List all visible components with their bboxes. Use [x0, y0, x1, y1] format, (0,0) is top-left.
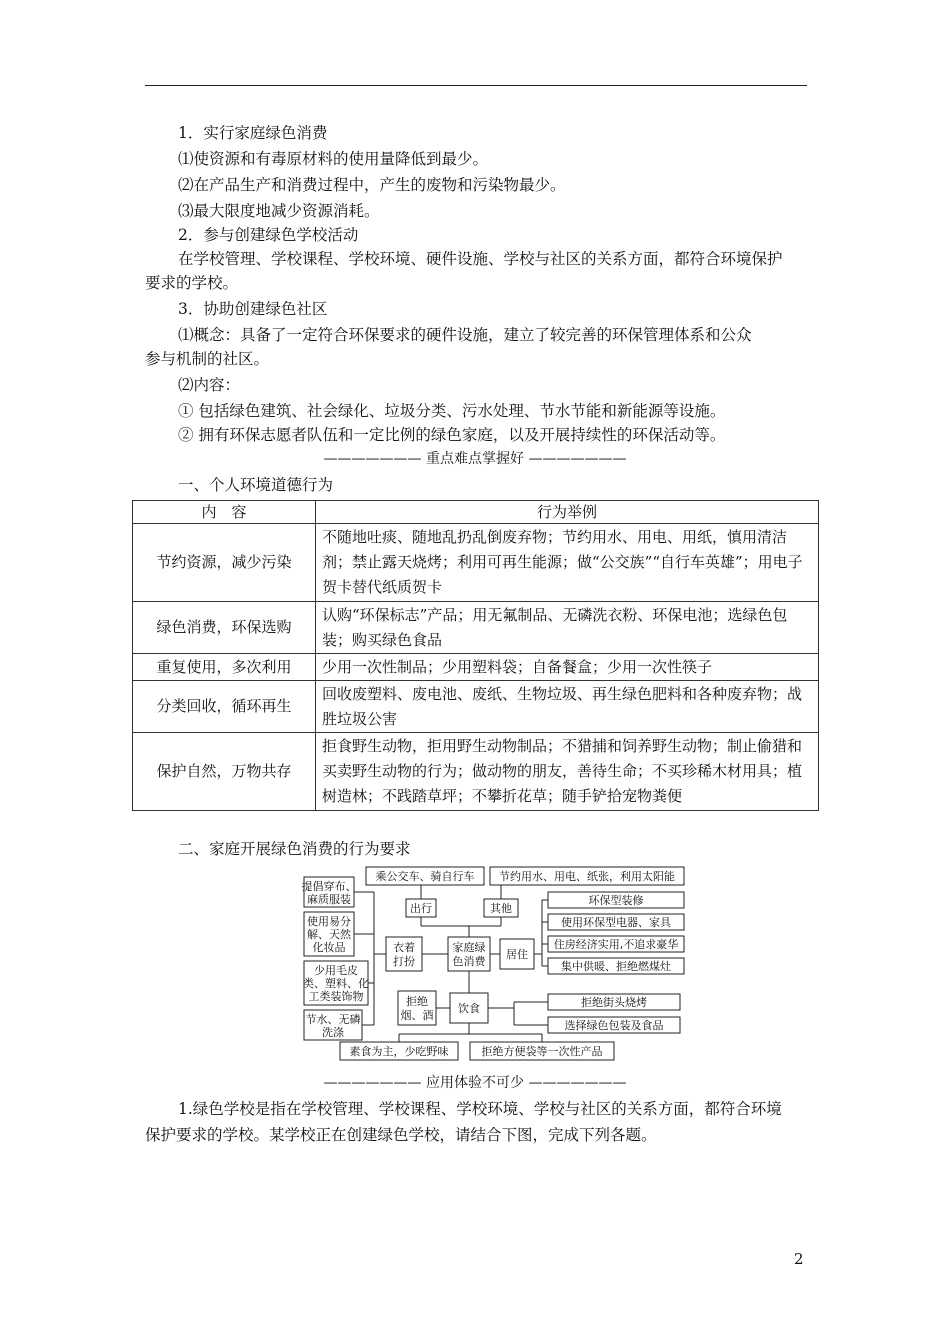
table-row — [133, 654, 819, 681]
text-dress-item-2b: 解、天然 — [307, 928, 351, 941]
text-other-detail: 节约用水、用电、纸张，利用太阳能 — [499, 870, 675, 883]
table-cell-example: 认购“环保标志”产品；用无氟制品、无磷洗衣粉、环保电池；选绿色包装；购买绿色食品 — [316, 602, 819, 654]
p1-item-3: ⑶最大限度地减少资源消耗。 — [178, 202, 380, 220]
table-cell-example: 少用一次性制品；少用塑料袋；自备餐盒；少用一次性筷子 — [316, 654, 819, 681]
table-row — [133, 733, 819, 811]
table-cell-content: 重复使用，多次利用 — [133, 654, 316, 681]
table-cell-content: 保护自然，万物共存 — [133, 733, 316, 811]
p1-title: 1．实行家庭绿色消费 — [178, 124, 328, 142]
table-heading: 一、个人环境道德行为 — [178, 476, 334, 494]
table-cell-example: 回收废塑料、废电池、废纸、生物垃圾、再生绿色肥料和各种废弃物；战胜垃圾公害 — [316, 681, 819, 733]
text-dress-item-2c: 化妆品 — [312, 941, 346, 954]
text-dress-item-2a: 使用易分 — [307, 915, 351, 928]
text-living: 居住 — [506, 948, 528, 961]
p3-content-label: ⑵内容： — [178, 376, 241, 394]
text-travel-detail: 乘公交车、骑自行车 — [375, 870, 475, 883]
p3-title: 3．协助创建绿色社区 — [178, 300, 328, 318]
behavior-table — [132, 500, 819, 811]
p3-concept-line2: 参与机制的社区。 — [145, 350, 270, 368]
p2-text-line2: 要求的学校。 — [145, 274, 239, 292]
text-dress-item-3b: 类、塑料、化 — [303, 977, 369, 990]
question-line2: 保护要求的学校。某学校正在创建绿色学校，请结合下图，完成下列各题。 — [145, 1126, 657, 1144]
text-living-item-1: 环保型装修 — [588, 894, 644, 907]
text-dress-item-1a: 提倡穿布、 — [301, 880, 357, 893]
text-other: 其他 — [490, 902, 512, 915]
text-food: 饮食 — [458, 1002, 480, 1015]
text-travel: 出行 — [410, 902, 432, 915]
separator-practice: ——————— 应用体验不可少 ——————— — [323, 1075, 627, 1091]
text-dress-item-1b: 麻质服装 — [307, 893, 351, 906]
text-living-item-4: 集中供暖、拒绝燃煤灶 — [561, 960, 671, 973]
table-cell-content: 分类回收，循环再生 — [133, 681, 316, 733]
question-line1: 1.绿色学校是指在学校管理、学校课程、学校环境、学校与社区的关系方面，都符合环境 — [178, 1100, 782, 1118]
text-center-1: 家庭绿 — [452, 941, 486, 954]
table-cell-example: 拒食野生动物，拒用野生动物制品；不猎捕和饲养野生动物；制止偷猎和买卖野生动物的行为；做动物的朋友，善待生命；不买珍稀木材用具；植树造林；不践踏草坪；不攀折花草；随手铲拾宠物粪便 — [316, 733, 819, 811]
text-food-item-1: 拒绝街头烧烤 — [581, 996, 647, 1009]
p1-item-1: ⑴使资源和有毒原材料的使用量降低到最少。 — [178, 150, 489, 168]
diagram-heading: 二、家庭开展绿色消费的行为要求 — [178, 840, 411, 858]
text-dress-item-4b: 洗涤 — [322, 1026, 344, 1039]
separator-key-points: ——————— 重点难点掌握好 ——————— — [323, 451, 627, 467]
table-header-row — [133, 501, 819, 524]
text-refuse-1: 拒绝 — [406, 995, 428, 1008]
text-dress-2: 打扮 — [393, 955, 415, 968]
text-center-2: 色消费 — [452, 955, 486, 968]
text-dress-1: 衣着 — [393, 941, 415, 954]
p2-text-line1: 在学校管理、学校课程、学校环境、硬件设施、学校与社区的关系方面，都符合环境保护 — [178, 250, 783, 268]
table-row — [133, 524, 819, 602]
p1-item-2: ⑵在产品生产和消费过程中，产生的废物和污染物最少。 — [178, 176, 566, 194]
table-header-example: 行为举例 — [316, 501, 819, 524]
text-living-item-2: 使用环保型电器、家具 — [561, 916, 671, 929]
page-number: 2 — [794, 1250, 804, 1268]
text-bottom-1: 素食为主，少吃野味 — [349, 1045, 449, 1058]
p3-content-item-1: ① 包括绿色建筑、社会绿化、垃圾分类、污水处理、节水节能和新能源等设施。 — [178, 402, 726, 420]
table-header-content: 内 容 — [133, 501, 316, 524]
table-cell-content: 节约资源，减少污染 — [133, 524, 316, 602]
text-refuse-2: 烟、酒 — [400, 1009, 434, 1022]
header-rule — [145, 85, 807, 86]
p3-content-item-2: ② 拥有环保志愿者队伍和一定比例的绿色家庭，以及开展持续性的环保活动等。 — [178, 426, 726, 444]
table-row — [133, 681, 819, 733]
table-row — [133, 602, 819, 654]
green-consumption-diagram — [298, 864, 690, 1064]
table-cell-example: 不随地吐痰、随地乱扔乱倒废弃物；节约用水、用电、用纸，慎用清洁剂；禁止露天烧烤；利用可再生能源；做“公交族”“自行车英雄”；用电子贺卡替代纸质贺卡 — [316, 524, 819, 602]
p3-concept-line1: ⑴概念：具备了一定符合环保要求的硬件设施，建立了较完善的环保管理体系和公众 — [178, 326, 752, 344]
text-dress-item-3a: 少用毛皮 — [314, 964, 358, 977]
text-living-item-3: 住房经济实用,不追求豪华 — [553, 938, 679, 951]
table-cell-content: 绿色消费，环保选购 — [133, 602, 316, 654]
text-dress-item-3c: 工类装饰物 — [308, 990, 364, 1003]
text-bottom-2: 拒绝方便袋等一次性产品 — [481, 1045, 603, 1058]
text-food-item-2: 选择绿色包装及食品 — [564, 1019, 664, 1032]
p2-title: 2．参与创建绿色学校活动 — [178, 226, 359, 244]
text-dress-item-4a: 节水、无磷 — [305, 1013, 361, 1026]
